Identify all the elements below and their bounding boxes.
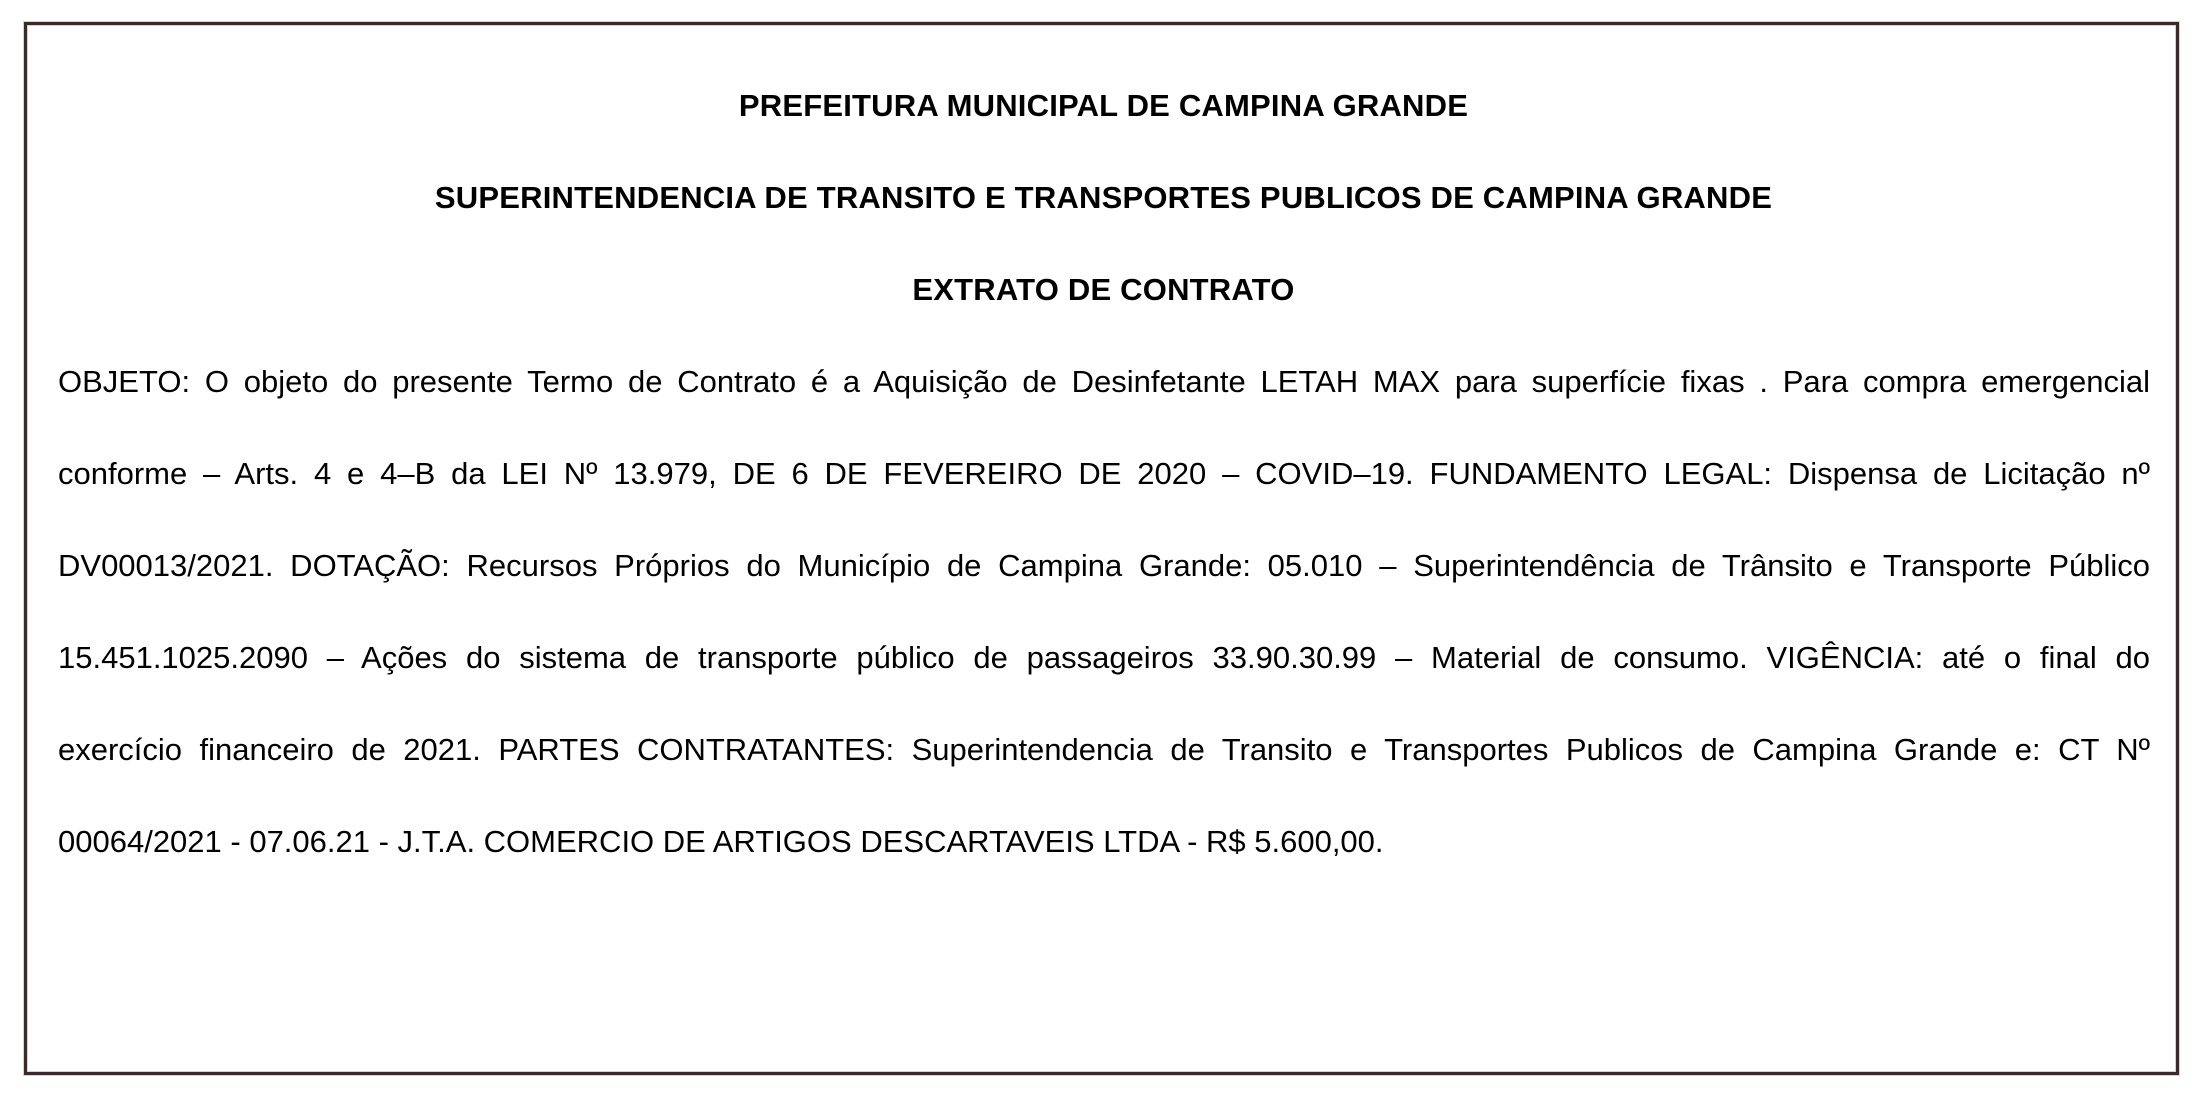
body-line-4: 15.451.1025.2090 – Ações do sistema de transporte público de passageiros 33.90.30.99 – Material de consumo. VIGÊNCIA: até o final do [58, 640, 2150, 675]
body-line-6: 00064/2021 - 07.06.21 - J.T.A. COMERCIO DE ARTIGOS DESCARTAVEIS LTDA - R$ 5.600,00. [58, 824, 1384, 859]
agency-heading: SUPERINTENDENCIA DE TRANSITO E TRANSPORTES PUBLICOS DE CAMPINA GRANDE [434, 180, 1773, 215]
body-line-1: OBJETO: O objeto do presente Termo de Contrato é a Aquisição de Desinfetante LETAH MAX para superfície fixas . Para compra emergencial [58, 364, 2150, 399]
municipality-heading: PREFEITURA MUNICIPAL DE CAMPINA GRANDE [738, 88, 1469, 123]
body-line-5: exercício financeiro de 2021. PARTES CONTRATANTES: Superintendencia de Transito e Transportes Publicos de Campina Grande e: CT Nº [58, 732, 2150, 767]
document-title: EXTRATO DE CONTRATO [912, 272, 1295, 307]
body-line-2: conforme – Arts. 4 e 4–B da LEI Nº 13.979, DE 6 DE FEVEREIRO DE 2020 – COVID–19. FUNDAMENTO LEGAL: Dispensa de Licitação nº [58, 456, 2150, 491]
body-line-3: DV00013/2021. DOTAÇÃO: Recursos Próprios do Município de Campina Grande: 05.010 – Superintendência de Trânsito e Transporte Público [58, 548, 2150, 583]
